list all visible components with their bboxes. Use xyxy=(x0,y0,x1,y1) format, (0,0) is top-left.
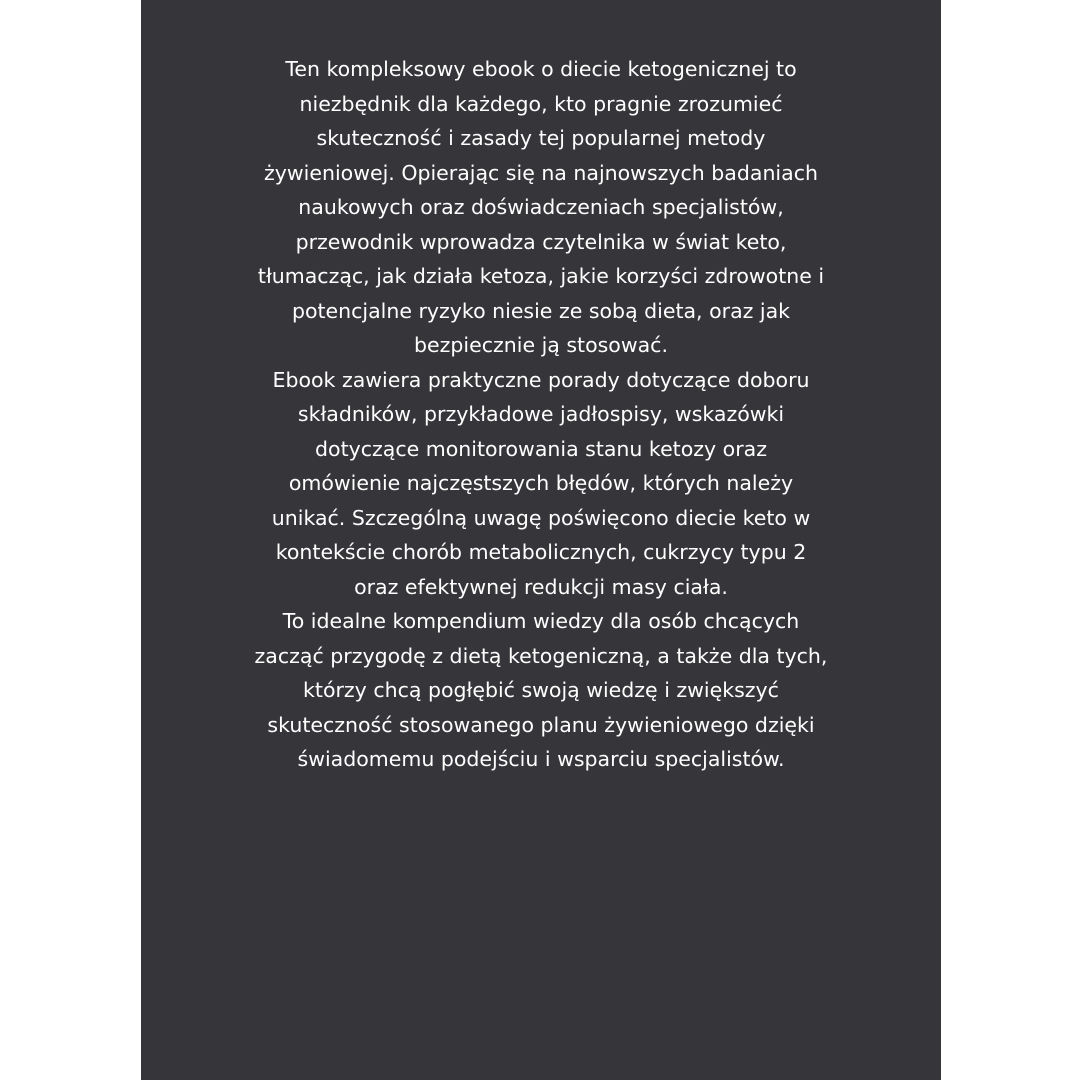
description-line: oraz efektywnej redukcji masy ciała. xyxy=(354,574,728,599)
description-line: unikać. Szczególną uwagę poświęcono diecie keto w xyxy=(271,505,811,530)
description-line: naukowych oraz doświadczeniach specjalistów, xyxy=(298,195,784,219)
description-line: tłumacząc, jak działa ketoza, jakie korzyści zdrowotne i xyxy=(257,264,825,288)
description-line: omówienie najczęstszych błędów, których należy xyxy=(288,471,794,495)
description-line: dotyczące monitorowania stanu ketozy oraz xyxy=(315,436,767,461)
description-line: bezpiecznie ją stosować. xyxy=(414,333,668,357)
description-line: Ten kompleksowy ebook o diecie ketogenicznej to xyxy=(285,57,797,81)
description-line: żywieniowej. Opierając się na najnowszych badaniach xyxy=(264,160,818,185)
description-line: potencjalne ryzyko niesie ze sobą dieta, oraz jak xyxy=(291,298,791,323)
description-line: Ebook zawiera praktyczne porady dotyczące doboru xyxy=(272,367,810,392)
description-line: którzy chcą pogłębić swoją wiedzę i zwiększyć xyxy=(303,678,779,702)
book-description xyxy=(141,52,941,777)
description-line: To idealne kompendium wiedzy dla osób chcących xyxy=(282,609,800,633)
description-line: składników, przykładowe jadłospisy, wskazówki xyxy=(297,402,785,426)
description-line: niezbędnik dla każdego, kto pragnie zrozumieć xyxy=(299,91,783,116)
description-line: zacząć przygodę z dietą ketogeniczną, a także dla tych, xyxy=(254,643,828,668)
book-back-cover xyxy=(141,0,941,1080)
description-line: przewodnik wprowadza czytelnika w świat keto, xyxy=(295,229,787,254)
description-line: skuteczność i zasady tej popularnej metody xyxy=(316,126,766,150)
description-line: kontekście chorób metabolicznych, cukrzycy typu 2 xyxy=(275,540,807,564)
description-line: skuteczność stosowanego planu żywieniowego dzięki xyxy=(267,712,815,737)
description-line: świadomemu podejściu i wsparciu specjalistów. xyxy=(297,747,785,771)
